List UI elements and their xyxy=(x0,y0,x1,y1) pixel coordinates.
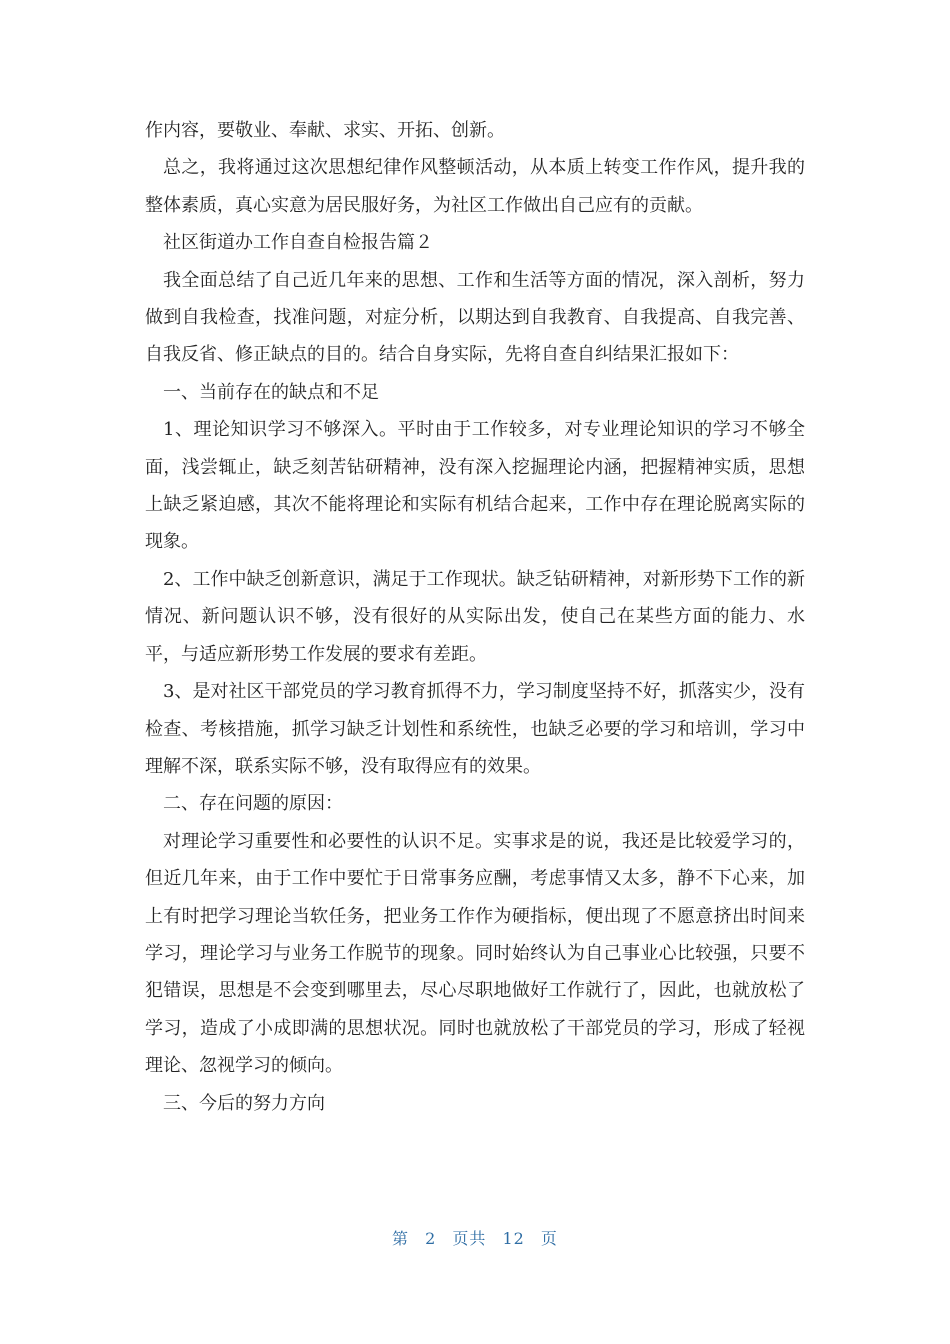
paragraph-item-1: 1、理论知识学习不够深入。平时由于工作较多，对专业理论知识的学习不够全面，浅尝辄止，缺乏刻苦钻研精神，没有深入挖掘理论内涵，把握精神实质，思想上缺乏紧迫感，其次不能将理论和实际有机结合起来，工作中存在理论脱离实际的现象。 xyxy=(145,419,805,553)
paragraph-item-3: 3、是对社区干部党员的学习教育抓得不力，学习制度坚持不好，抓落实少，没有检查、考核措施，抓学习缺乏计划性和系统性，也缺乏必要的学习和培训，学习中理解不深，联系实际不够，没有取得应有的效果。 xyxy=(145,681,805,777)
paragraph-conclusion: 总之，我将通过这次思想纪律作风整顿活动，从本质上转变工作作风，提升我的整体素质，真心实意为居民服好务，为社区工作做出自己应有的贡献。 xyxy=(145,157,805,216)
heading-causes: 二、存在问题的原因： xyxy=(163,793,343,815)
paragraph-item-2: 2、工作中缺乏创新意识，满足于工作现状。缺乏钻研精神，对新形势下工作的新情况、新问题认识不够，没有很好的从实际出发，使自己在某些方面的能力、水平，与适应新形势工作发展的要求有差距。 xyxy=(145,568,805,665)
document-body xyxy=(145,112,805,1122)
heading-shortcomings: 一、当前存在的缺点和不足 xyxy=(163,381,379,403)
page-number: 第 2 页共 12 页 xyxy=(392,1229,558,1248)
paragraph-causes: 对理论学习重要性和必要性的认识不足。实事求是的说，我还是比较爱学习的，但近几年来，由于工作中要忙于日常事务应酬，考虑事情又太多，静不下心来，加上有时把学习理论当软任务，把业务工作作为硬指标，便出现了不愿意挤出时间来学习，理论学习与业务工作脱节的现象。同时始终认为自己事业心比较强，只要不犯错误，思想是不会变到哪里去，尽心尽职地做好工作就行了，因此，也就放松了学习，造成了小成即满的思想状况。同时也就放松了干部党员的学习，形成了轻视理论、忽视学习的倾向。 xyxy=(145,830,805,1077)
paragraph-intro: 我全面总结了自己近几年来的思想、工作和生活等方面的情况，深入剖析，努力做到自我检查，找准问题，对症分析，以期达到自我教育、自我提高、自我完善、自我反省、修正缺点的目的。结合自身实际，先将自查自纠结果汇报如下： xyxy=(145,269,805,366)
heading-direction: 三、今后的努力方向 xyxy=(163,1092,325,1114)
section-title: 社区街道办工作自查自检报告篇２ xyxy=(163,232,433,254)
paragraph-continuation: 作内容，要敬业、奉献、求实、开拓、创新。 xyxy=(145,120,505,141)
